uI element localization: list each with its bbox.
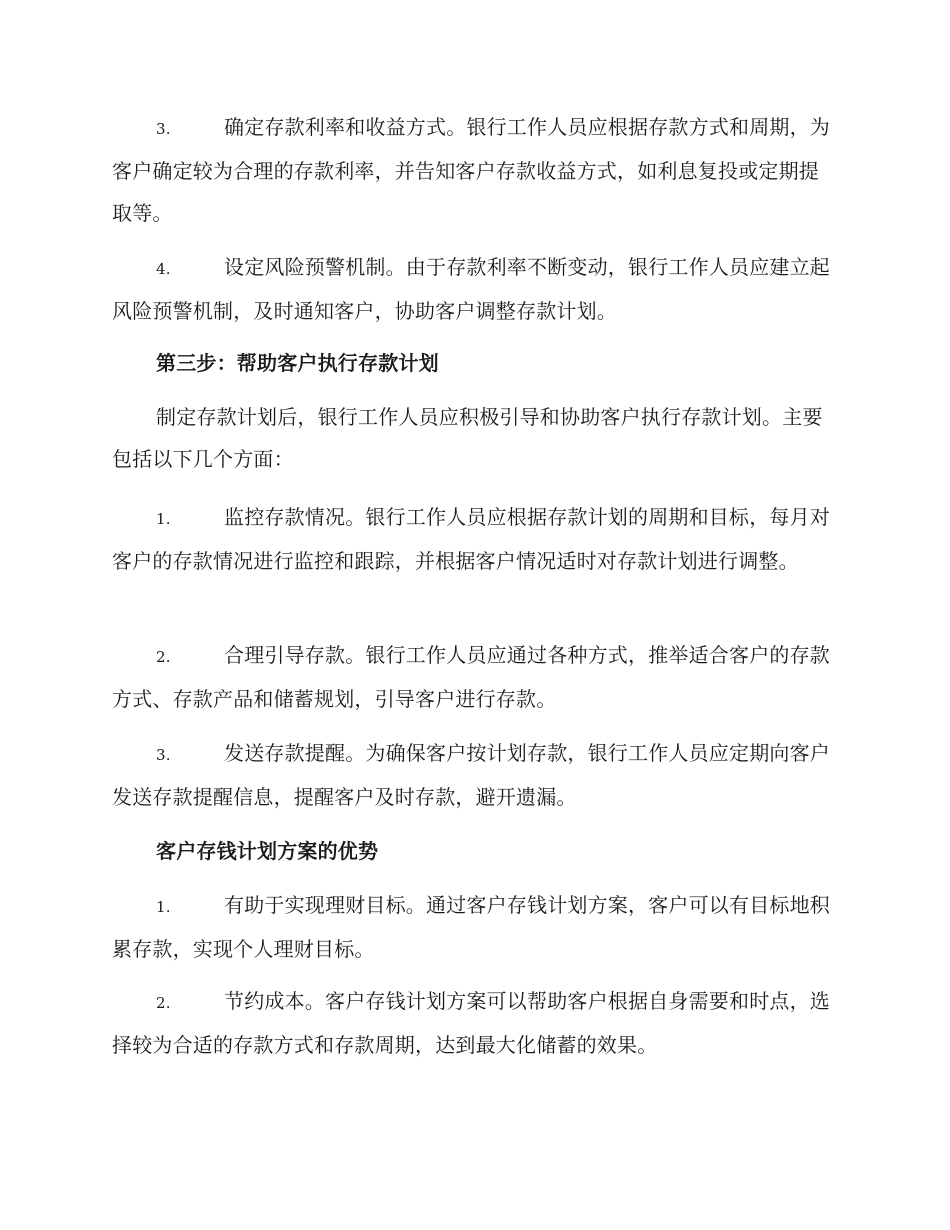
list-item-text: 有助于实现理财目标。通过客户存钱计划方案，客户可以有目标地积累存款，实现个人理财目标。	[112, 893, 830, 961]
section-heading-advantages: 客户存钱计划方案的优势	[156, 839, 379, 863]
list-item-number: 1.	[156, 898, 171, 916]
paragraph-step3-intro	[112, 396, 834, 480]
list-item-text: 监控存款情况。银行工作人员应根据存款计划的周期和目标，每月对客户的存款情况进行监控和跟踪，并根据客户情况适时对存款计划进行调整。	[112, 505, 830, 573]
list-item-number: 3.	[156, 746, 171, 764]
list-item	[112, 634, 834, 720]
list-item	[112, 884, 834, 970]
list-item-number: 1.	[156, 510, 171, 528]
list-item-text: 确定存款利率和收益方式。银行工作人员应根据存款方式和周期，为客户确定较为合理的存款利率，并告知客户存款收益方式，如利息复投或定期提取等。	[112, 115, 830, 225]
list-item-number: 3.	[156, 120, 171, 138]
list-item-number: 4.	[156, 260, 171, 278]
paragraph-text: 制定存款计划后，银行工作人员应积极引导和协助客户执行存款计划。主要包括以下几个方面：	[112, 405, 823, 471]
list-item	[112, 732, 834, 818]
list-item-text: 发送存款提醒。为确保客户按计划存款，银行工作人员应定期向客户发送存款提醒信息，提醒客户及时存款，避开遗漏。	[112, 741, 830, 809]
list-item	[112, 106, 834, 234]
list-item	[112, 496, 834, 582]
list-item	[112, 980, 834, 1066]
list-item-number: 2.	[156, 994, 171, 1012]
section-heading-step3: 第三步：帮助客户执行存款计划	[156, 351, 439, 375]
list-item-text: 节约成本。客户存钱计划方案可以帮助客户根据自身需要和时点，选择较为合适的存款方式和存款周期，达到最大化储蓄的效果。	[112, 989, 830, 1057]
list-item-number: 2.	[156, 648, 171, 666]
list-item-text: 设定风险预警机制。由于存款利率不断变动，银行工作人员应建立起风险预警机制，及时通知客户，协助客户调整存款计划。	[112, 255, 830, 323]
list-item-text: 合理引导存款。银行工作人员应通过各种方式，推举适合客户的存款方式、存款产品和储蓄规划，引导客户进行存款。	[112, 643, 830, 711]
list-item	[112, 246, 834, 332]
